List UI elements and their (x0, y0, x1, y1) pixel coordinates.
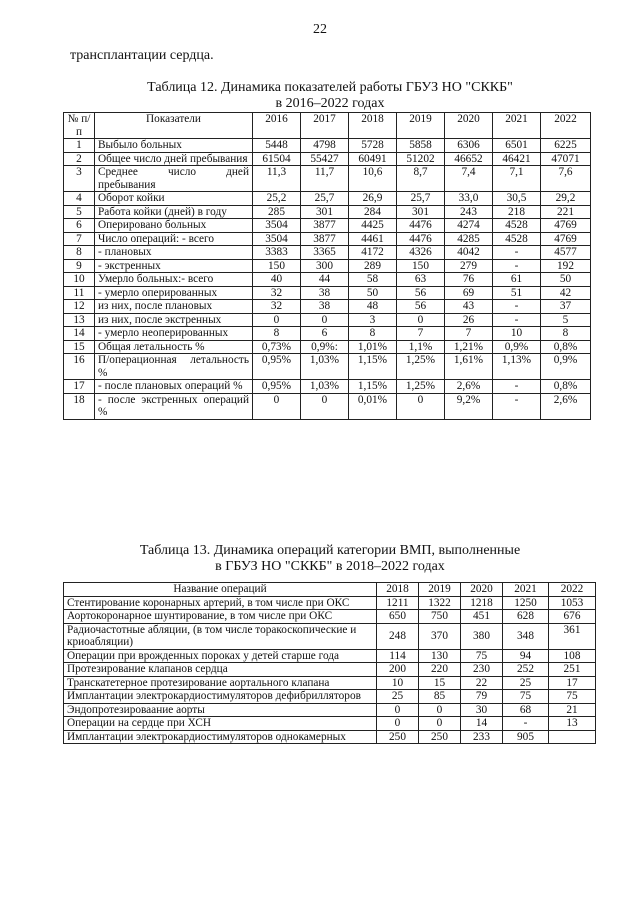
indicator-name: П/операционная летальность % (95, 354, 253, 380)
value-cell: 61 (493, 273, 541, 287)
row-number: 2 (64, 152, 95, 166)
table-row (64, 219, 591, 233)
value-cell: 1,61% (445, 354, 493, 380)
value-cell: - (493, 380, 541, 394)
value-cell: 361 (549, 623, 596, 649)
table13-header-name: Название операций (64, 583, 377, 597)
value-cell: 0 (301, 313, 349, 327)
value-cell: - (493, 246, 541, 260)
table12-caption-line1: Таблица 12. Динамика показателей работы ГБУЗ НО "СККБ" (147, 80, 513, 95)
value-cell: 0,01% (349, 393, 397, 419)
value-cell: 8,7 (397, 166, 445, 192)
table12-header-year: 2018 (349, 113, 397, 139)
value-cell: 50 (541, 273, 591, 287)
operation-name: Аортокоронарное шунтирование, в том числе при ОКС (64, 610, 377, 624)
value-cell: 4528 (493, 232, 541, 246)
value-cell: 51202 (397, 152, 445, 166)
value-cell: 1,15% (349, 354, 397, 380)
value-cell: 0 (397, 313, 445, 327)
value-cell: 233 (461, 730, 503, 744)
value-cell: 0 (253, 313, 301, 327)
operation-name: Операции на сердце при ХСН (64, 717, 377, 731)
value-cell: 0 (397, 393, 445, 419)
operation-name: Имплантации электрокардиостимуляторов дефибрилляторов (64, 690, 377, 704)
value-cell: 13 (549, 717, 596, 731)
value-cell: 38 (301, 286, 349, 300)
value-cell: 4769 (541, 219, 591, 233)
value-cell: 230 (461, 663, 503, 677)
value-cell: 220 (419, 663, 461, 677)
value-cell: 4172 (349, 246, 397, 260)
value-cell: 9,2% (445, 393, 493, 419)
value-cell: 3504 (253, 219, 301, 233)
indicator-name: Умерло больных:- всего (95, 273, 253, 287)
value-cell: 85 (419, 690, 461, 704)
value-cell: 150 (397, 259, 445, 273)
value-cell: 1,21% (445, 340, 493, 354)
value-cell: 4042 (445, 246, 493, 260)
value-cell: 221 (541, 205, 591, 219)
value-cell: 3877 (301, 219, 349, 233)
value-cell: 25,2 (253, 192, 301, 206)
table13-header-year: 2021 (503, 583, 549, 597)
value-cell: 51 (493, 286, 541, 300)
value-cell: 150 (253, 259, 301, 273)
value-cell: 243 (445, 205, 493, 219)
value-cell: 6 (301, 327, 349, 341)
value-cell: 5858 (397, 139, 445, 153)
value-cell: 0,9% (493, 340, 541, 354)
value-cell: 0,9%: (301, 340, 349, 354)
row-number: 3 (64, 166, 95, 192)
value-cell: 1,1% (397, 340, 445, 354)
row-number: 8 (64, 246, 95, 260)
value-cell: 370 (419, 623, 461, 649)
indicator-name: - умерло неоперированных (95, 327, 253, 341)
table-row (64, 205, 591, 219)
value-cell: 0 (301, 393, 349, 419)
value-cell: 61504 (253, 152, 301, 166)
value-cell: 1,15% (349, 380, 397, 394)
table13-header-year: 2020 (461, 583, 503, 597)
value-cell: 46652 (445, 152, 493, 166)
value-cell: 1211 (377, 596, 419, 610)
indicator-name: - после плановых операций % (95, 380, 253, 394)
value-cell: 46421 (493, 152, 541, 166)
value-cell: 252 (503, 663, 549, 677)
operation-name: Транскатетерное протезирование аортального клапана (64, 676, 377, 690)
table-row (64, 313, 591, 327)
value-cell: 75 (503, 690, 549, 704)
table12-header-year: 2019 (397, 113, 445, 139)
value-cell: 76 (445, 273, 493, 287)
value-cell: 26,9 (349, 192, 397, 206)
value-cell: 3 (349, 313, 397, 327)
value-cell: 37 (541, 300, 591, 314)
value-cell: 1,13% (493, 354, 541, 380)
value-cell: - (493, 259, 541, 273)
value-cell: 42 (541, 286, 591, 300)
value-cell: - (503, 717, 549, 731)
value-cell: 7,4 (445, 166, 493, 192)
operation-name: Протезирование клапанов сердца (64, 663, 377, 677)
table-row (64, 273, 591, 287)
value-cell: 5728 (349, 139, 397, 153)
value-cell: 1,01% (349, 340, 397, 354)
value-cell: 6501 (493, 139, 541, 153)
value-cell: 56 (397, 286, 445, 300)
table-row (64, 596, 596, 610)
indicator-name: из них, после плановых (95, 300, 253, 314)
row-number: 7 (64, 232, 95, 246)
value-cell: 25 (377, 690, 419, 704)
table13-caption (60, 543, 600, 575)
value-cell: 4798 (301, 139, 349, 153)
indicator-name: Общая летальность % (95, 340, 253, 354)
value-cell: 22 (461, 676, 503, 690)
table-row (64, 259, 591, 273)
lead-text: трансплантации сердца. (70, 48, 214, 63)
value-cell: 69 (445, 286, 493, 300)
value-cell: 0,8% (541, 340, 591, 354)
table13-header-year: 2019 (419, 583, 461, 597)
value-cell: 676 (549, 610, 596, 624)
table-row (64, 327, 591, 341)
value-cell: 4769 (541, 232, 591, 246)
table12 (63, 112, 591, 420)
value-cell: 0,73% (253, 340, 301, 354)
row-number: 5 (64, 205, 95, 219)
value-cell: 8 (541, 327, 591, 341)
table-row (64, 354, 591, 380)
value-cell: 75 (461, 649, 503, 663)
table12-header-year: 2017 (301, 113, 349, 139)
table13-header-year: 2022 (549, 583, 596, 597)
value-cell: 1,25% (397, 354, 445, 380)
row-number: 13 (64, 313, 95, 327)
table-row (64, 730, 596, 744)
value-cell: 4461 (349, 232, 397, 246)
value-cell: 4577 (541, 246, 591, 260)
value-cell: 301 (301, 205, 349, 219)
indicator-name: Число операций: - всего (95, 232, 253, 246)
value-cell: 108 (549, 649, 596, 663)
value-cell: 8 (349, 327, 397, 341)
table-row (64, 676, 596, 690)
value-cell: 40 (253, 273, 301, 287)
value-cell: 29,2 (541, 192, 591, 206)
value-cell: 11,3 (253, 166, 301, 192)
value-cell: 68 (503, 703, 549, 717)
row-number: 9 (64, 259, 95, 273)
table13-body (64, 596, 596, 744)
table12-header-row (64, 113, 591, 139)
value-cell: 75 (549, 690, 596, 704)
value-cell: 7,1 (493, 166, 541, 192)
operation-name: Стентирование коронарных артерий, в том числе при ОКС (64, 596, 377, 610)
table-row (64, 623, 596, 649)
indicator-name: - экстренных (95, 259, 253, 273)
value-cell: 2,6% (445, 380, 493, 394)
value-cell: 348 (503, 623, 549, 649)
operation-name: Имплантации электрокардиостимуляторов однокамерных (64, 730, 377, 744)
table-row (64, 703, 596, 717)
value-cell: 11,7 (301, 166, 349, 192)
value-cell: 114 (377, 649, 419, 663)
value-cell: 0,9% (541, 354, 591, 380)
value-cell: 15 (419, 676, 461, 690)
table13 (63, 582, 596, 744)
value-cell: 4274 (445, 219, 493, 233)
value-cell: 750 (419, 610, 461, 624)
value-cell: 650 (377, 610, 419, 624)
value-cell: 79 (461, 690, 503, 704)
value-cell: 25 (503, 676, 549, 690)
row-number: 16 (64, 354, 95, 380)
row-number: 17 (64, 380, 95, 394)
value-cell: 251 (549, 663, 596, 677)
table-row (64, 380, 591, 394)
value-cell: 380 (461, 623, 503, 649)
value-cell: 300 (301, 259, 349, 273)
value-cell: 47071 (541, 152, 591, 166)
value-cell (549, 730, 596, 744)
value-cell: 10 (377, 676, 419, 690)
value-cell: 7 (397, 327, 445, 341)
value-cell: 248 (377, 623, 419, 649)
value-cell: 1,03% (301, 380, 349, 394)
value-cell: 1218 (461, 596, 503, 610)
indicator-name: Выбыло больных (95, 139, 253, 153)
value-cell: 130 (419, 649, 461, 663)
value-cell: 1053 (549, 596, 596, 610)
row-number: 1 (64, 139, 95, 153)
value-cell: 17 (549, 676, 596, 690)
value-cell: - (493, 313, 541, 327)
value-cell: 30 (461, 703, 503, 717)
value-cell: 4425 (349, 219, 397, 233)
value-cell: 38 (301, 300, 349, 314)
value-cell: 250 (419, 730, 461, 744)
table-row (64, 393, 591, 419)
value-cell: 7,6 (541, 166, 591, 192)
value-cell: 32 (253, 286, 301, 300)
table-row (64, 246, 591, 260)
indicator-name: Общее число дней пребывания (95, 152, 253, 166)
value-cell: 33,0 (445, 192, 493, 206)
value-cell: 301 (397, 205, 445, 219)
indicator-name: - плановых (95, 246, 253, 260)
indicator-name: Оборот койки (95, 192, 253, 206)
value-cell: 5448 (253, 139, 301, 153)
table-row (64, 166, 591, 192)
table12-header-year: 2020 (445, 113, 493, 139)
table-row (64, 192, 591, 206)
value-cell: 628 (503, 610, 549, 624)
value-cell: 4476 (397, 232, 445, 246)
row-number: 18 (64, 393, 95, 419)
value-cell: 63 (397, 273, 445, 287)
value-cell: - (493, 393, 541, 419)
value-cell: 284 (349, 205, 397, 219)
value-cell: 32 (253, 300, 301, 314)
operation-name: Радиочастотные абляции, (в том числе торакоскопические и криоабляции) (64, 623, 377, 649)
value-cell: 6306 (445, 139, 493, 153)
value-cell: 218 (493, 205, 541, 219)
value-cell: 4528 (493, 219, 541, 233)
table-row (64, 286, 591, 300)
value-cell: 0 (419, 717, 461, 731)
indicator-name: - умерло оперированных (95, 286, 253, 300)
row-number: 6 (64, 219, 95, 233)
indicator-name: из них, после экстренных (95, 313, 253, 327)
value-cell: 4476 (397, 219, 445, 233)
table12-header-year: 2022 (541, 113, 591, 139)
value-cell: 285 (253, 205, 301, 219)
value-cell: 58 (349, 273, 397, 287)
table-row (64, 663, 596, 677)
value-cell: 451 (461, 610, 503, 624)
value-cell: 25,7 (301, 192, 349, 206)
value-cell: 0 (377, 703, 419, 717)
value-cell: 3365 (301, 246, 349, 260)
table-row (64, 300, 591, 314)
value-cell: 289 (349, 259, 397, 273)
value-cell: 55427 (301, 152, 349, 166)
table-row (64, 649, 596, 663)
value-cell: 30,5 (493, 192, 541, 206)
table-row (64, 717, 596, 731)
value-cell: 26 (445, 313, 493, 327)
operation-name: Эндопротезироваание аорты (64, 703, 377, 717)
table13-header-year: 2018 (377, 583, 419, 597)
value-cell: 1250 (503, 596, 549, 610)
table-row (64, 232, 591, 246)
value-cell: 279 (445, 259, 493, 273)
value-cell: 4285 (445, 232, 493, 246)
value-cell: 21 (549, 703, 596, 717)
table12-body (64, 139, 591, 420)
operation-name: Операции при врожденных пороках у детей старше года (64, 649, 377, 663)
value-cell: 10 (493, 327, 541, 341)
table12-header-year: 2021 (493, 113, 541, 139)
table12-caption-line2: в 2016–2022 годах (275, 96, 385, 111)
value-cell: 48 (349, 300, 397, 314)
value-cell: 0,8% (541, 380, 591, 394)
value-cell: 14 (461, 717, 503, 731)
value-cell: 2,6% (541, 393, 591, 419)
table-row (64, 610, 596, 624)
row-number: 12 (64, 300, 95, 314)
value-cell: 0 (419, 703, 461, 717)
value-cell: 5 (541, 313, 591, 327)
value-cell: 3383 (253, 246, 301, 260)
table-row (64, 690, 596, 704)
row-number: 15 (64, 340, 95, 354)
row-number: 10 (64, 273, 95, 287)
row-number: 11 (64, 286, 95, 300)
page-number: 22 (313, 22, 327, 37)
value-cell: - (493, 300, 541, 314)
value-cell: 60491 (349, 152, 397, 166)
table12-header-name: Показатели (95, 113, 253, 139)
value-cell: 250 (377, 730, 419, 744)
value-cell: 3877 (301, 232, 349, 246)
value-cell: 1,03% (301, 354, 349, 380)
indicator-name: Среднее число дней пребывания (95, 166, 253, 192)
table-row (64, 139, 591, 153)
table12-caption (60, 80, 600, 112)
value-cell: 0,95% (253, 380, 301, 394)
table13-caption-line1: Таблица 13. Динамика операций категории ВМП, выполненные (139, 543, 521, 558)
value-cell: 3504 (253, 232, 301, 246)
value-cell: 192 (541, 259, 591, 273)
value-cell: 1322 (419, 596, 461, 610)
row-number: 14 (64, 327, 95, 341)
value-cell: 0 (253, 393, 301, 419)
table-row (64, 340, 591, 354)
table-row (64, 152, 591, 166)
value-cell: 200 (377, 663, 419, 677)
indicator-name: Работа койки (дней) в году (95, 205, 253, 219)
value-cell: 10,6 (349, 166, 397, 192)
table13-caption-line2: в ГБУЗ НО "СККБ" в 2018–2022 годах (215, 559, 445, 574)
value-cell: 94 (503, 649, 549, 663)
table12-header-num: № п/п (64, 113, 95, 139)
value-cell: 44 (301, 273, 349, 287)
value-cell: 50 (349, 286, 397, 300)
value-cell: 56 (397, 300, 445, 314)
value-cell: 4326 (397, 246, 445, 260)
value-cell: 0,95% (253, 354, 301, 380)
value-cell: 25,7 (397, 192, 445, 206)
value-cell: 0 (377, 717, 419, 731)
table12-header-year: 2016 (253, 113, 301, 139)
row-number: 4 (64, 192, 95, 206)
value-cell: 905 (503, 730, 549, 744)
value-cell: 1,25% (397, 380, 445, 394)
indicator-name: Оперировано больных (95, 219, 253, 233)
table13-header-row (64, 583, 596, 597)
value-cell: 8 (253, 327, 301, 341)
value-cell: 43 (445, 300, 493, 314)
value-cell: 6225 (541, 139, 591, 153)
value-cell: 7 (445, 327, 493, 341)
indicator-name: - после экстренных операций % (95, 393, 253, 419)
